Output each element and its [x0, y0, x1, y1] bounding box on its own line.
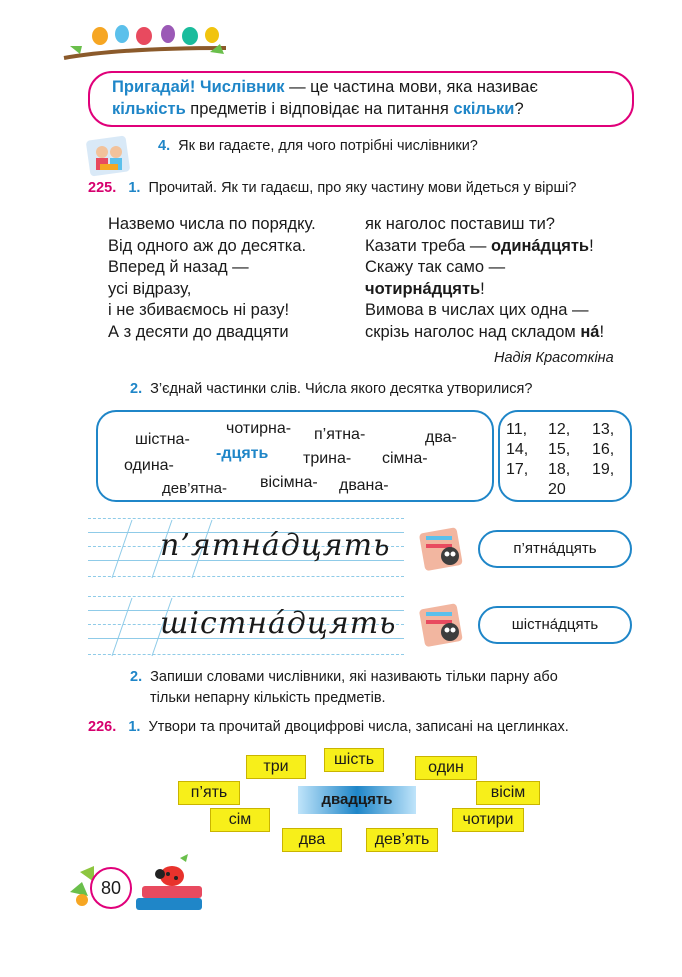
number: 16, [592, 441, 615, 458]
number: 13, [592, 421, 615, 438]
fragment-chotyrna: чотирна- [226, 420, 292, 437]
fragment-visimna: вісімна- [260, 474, 318, 491]
exercise-226-task-1: 226. 1. Утвори та прочитай двоцифрові числа, записані на цеглинках. [88, 719, 569, 735]
owl-book-icon [418, 526, 466, 574]
brick-try: три [246, 755, 306, 779]
number: 15, [548, 441, 571, 458]
rule-kilkist: кількість [112, 100, 186, 118]
task-4: 4. Як ви гадаєте, для чого потрібні числівники? [158, 138, 478, 154]
kids-reading-icon [86, 134, 132, 178]
poem-right-column [365, 214, 604, 343]
poem-line: Казати треба — одинáдцять! [365, 236, 594, 255]
exercise-225-task-1: 225. 1. Прочитай. Як ти гадаєш, про яку частину мови йдеться у вірші? [88, 180, 577, 196]
exercise-225-number: 225. [88, 180, 117, 196]
brick-center-dvadtsiat: двадцять [298, 786, 416, 814]
number: 19, [592, 461, 615, 478]
handwriting-sample-2: шістна́дцять [160, 606, 397, 641]
word-card-shistnadtsiat: шістна́дцять [478, 606, 632, 644]
fragment-deviatna: дев’ятна- [162, 480, 228, 497]
brick-chotyry: чотири [452, 808, 524, 832]
fragment-tryna: трина- [303, 450, 352, 467]
poem-line: Вперед й назад — [108, 258, 249, 276]
poem-line: і не збиваємось ні разу! [108, 301, 290, 319]
poem-line: Назвемо числа по порядку. [108, 215, 316, 233]
page-number: 80 [90, 867, 132, 909]
fragment-dva: два- [425, 429, 457, 446]
exercise-225-task-2b: 2. Запиши словами числівники, які називають тільки парну або тільки непарну кількість предметів. [130, 669, 558, 706]
handwriting-sample-1: п’ятна́дцять [160, 528, 391, 563]
exercise-226-number: 226. [88, 719, 117, 735]
poem-line: як наголос поставиш ти? [365, 215, 555, 233]
word-card-piatnadtsiat: п’ятна́дцять [478, 530, 632, 568]
fragment-shistna: шістна- [135, 431, 190, 448]
exercise-225-task-2: 2. З’єднай частинки слів. Чи́сла якого десятка утворилися? [130, 381, 533, 397]
poem-line: чотирнáдцять! [365, 279, 485, 298]
rule-text: Пригадай! Числівник — це частина мови, яка називає кількість предметів і відповідає на питання скільки? [112, 78, 538, 118]
fragment-dvana: двана- [339, 477, 389, 494]
brick-odyn: один [415, 756, 477, 780]
number: 18, [548, 461, 571, 478]
fragment-odyna: одина- [124, 457, 174, 474]
poem-line: Скажу так само — [365, 258, 506, 276]
fragment-piatna: п’ятна- [314, 426, 366, 443]
fragment-simna: сімна- [382, 450, 428, 467]
rule-label: Пригадай! [112, 78, 196, 96]
rule-term: Числівник [200, 78, 285, 96]
brick-deviat: дев’ять [366, 828, 438, 852]
poem-line: Вимова в числах цих одна — [365, 301, 589, 319]
brick-dva: два [282, 828, 342, 852]
ladybug-books-illustration [62, 852, 212, 914]
poem-line: Від одного аж до десятка. [108, 236, 307, 255]
brick-visim: вісім [476, 781, 540, 805]
number: 20 [548, 481, 566, 498]
brick-sim: сім [210, 808, 270, 832]
poem-line: А з десяти до двадцяти [108, 322, 289, 341]
number: 17, [506, 461, 529, 478]
brick-shist: шість [324, 748, 384, 772]
poem-author: Надія Красоткіна [494, 350, 614, 366]
owl-book-icon [418, 602, 466, 650]
number: 11, [506, 421, 528, 438]
poem-left-column [108, 214, 316, 343]
number: 12, [548, 421, 571, 438]
number: 14, [506, 441, 529, 458]
poem-line: усі відразу, [108, 279, 192, 298]
fragment-dtsiat: -дцять [216, 445, 269, 462]
poem-line: скрізь наголос над складом нá! [365, 322, 605, 341]
brick-piat: п’ять [178, 781, 240, 805]
rule-skilky: скільки [453, 100, 515, 118]
birds-branch-illustration [60, 18, 230, 64]
